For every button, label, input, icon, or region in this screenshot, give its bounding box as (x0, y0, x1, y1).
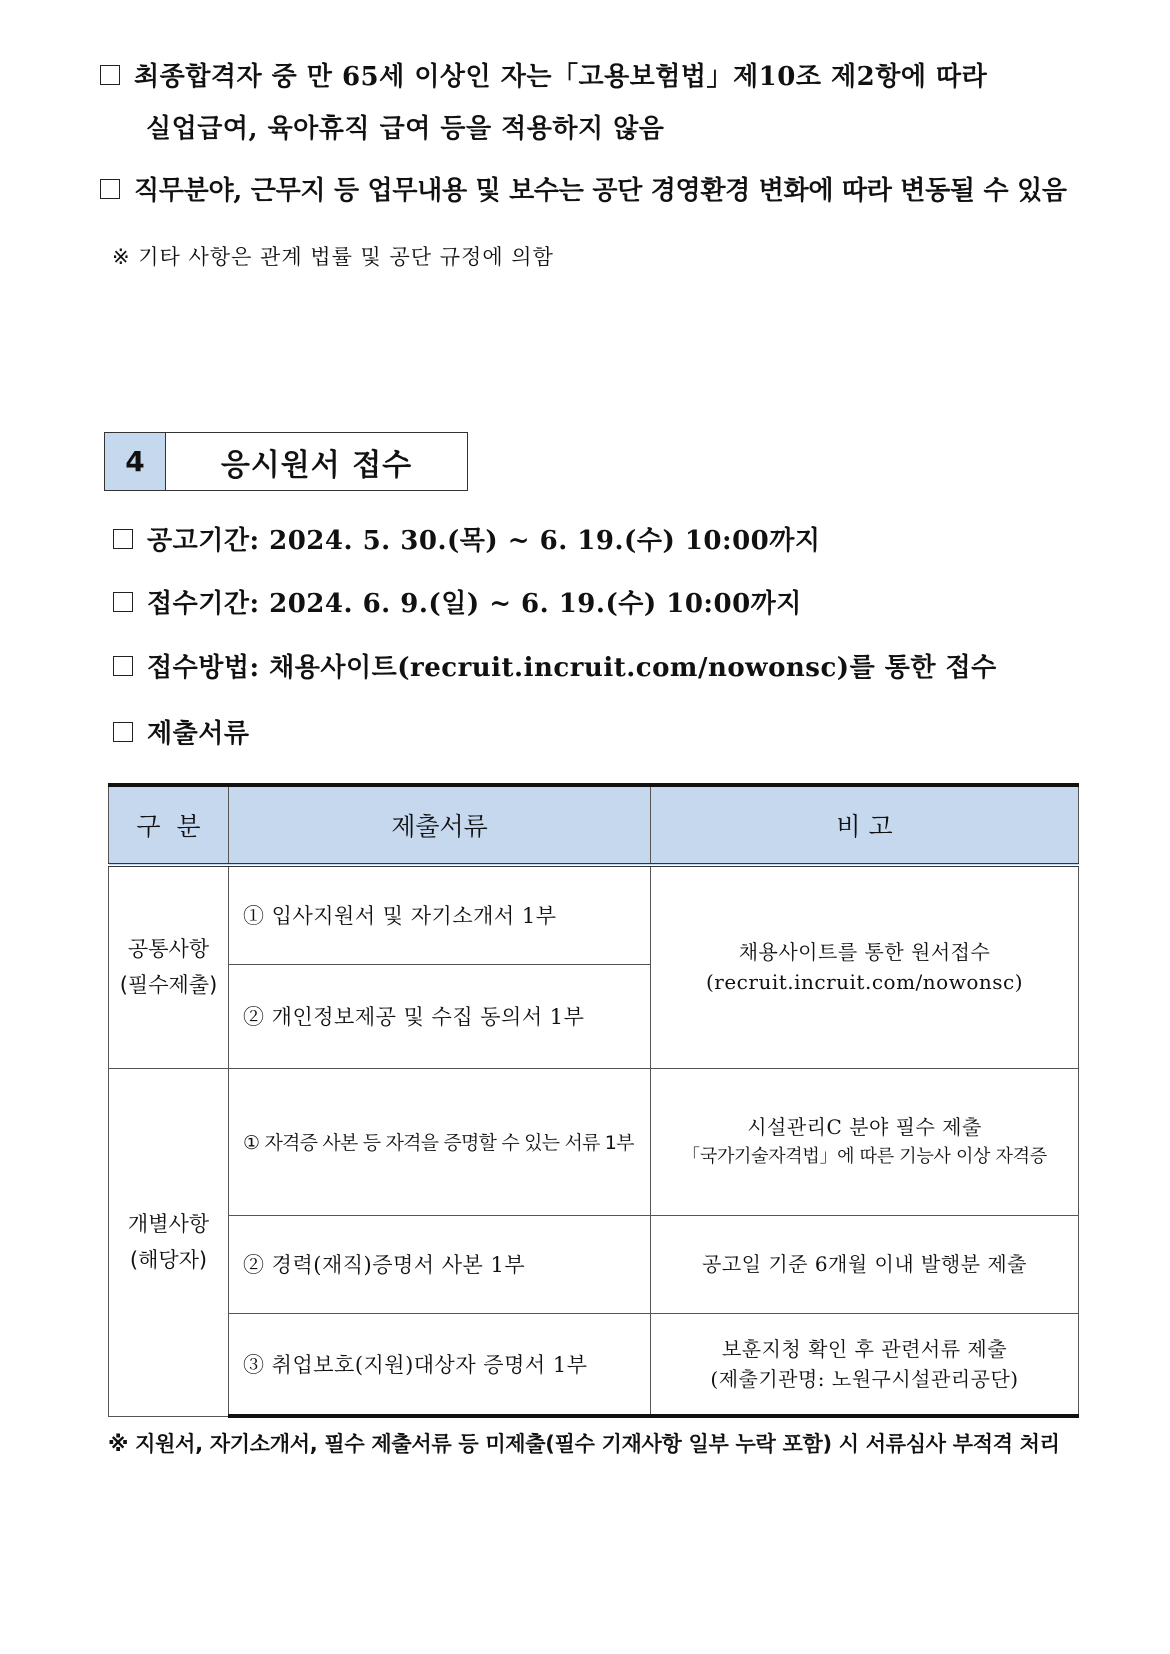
remark-line: 채용사이트를 통한 원서접수 (738, 940, 991, 965)
checkbox-square-icon (113, 592, 133, 612)
category-individual (109, 1068, 229, 1416)
document-cell: ② 개인정보제공 및 수집 동의서 1부 (229, 964, 651, 1068)
header-documents: 제출서류 (229, 785, 651, 865)
table-header-row (109, 785, 1079, 865)
remark-cell (651, 1313, 1079, 1416)
remark-cell (651, 1215, 1079, 1313)
header-remarks: 비 고 (651, 785, 1079, 865)
checkbox-square-icon (113, 722, 133, 742)
document-cell: ① 자격증 사본 등 자격을 증명할 수 있는 서류 1부 (229, 1068, 651, 1215)
item-required-documents (113, 713, 249, 750)
remark-line: (제출기관명: 노원구시설관리공단) (710, 1366, 1019, 1391)
remark-line: 「국가기술자격법」에 따른 기능사 이상 자격증 (682, 1145, 1047, 1167)
item-text: 공고기간: 2024. 5. 30.(목) ~ 6. 19.(수) 10:00까지 (147, 526, 821, 556)
category-common (109, 865, 229, 1068)
item-text: 제출서류 (147, 719, 250, 749)
checkbox-square-icon (100, 65, 120, 85)
document-cell: ② 경력(재직)증명서 사본 1부 (229, 1215, 651, 1313)
item-announcement-period (113, 520, 821, 557)
document-cell: ① 입사지원서 및 자기소개서 1부 (229, 865, 651, 964)
bullet-text: 직무분야, 근무지 등 업무내용 및 보수는 공단 경영환경 변화에 따라 변동될 수 있음 (134, 176, 1067, 206)
table-row (109, 1215, 1079, 1313)
bullet-continuation: 실업급여, 육아휴직 급여 등을 적용하지 않음 (146, 114, 665, 144)
remark-line: (recruit.incruit.com/nowonsc) (705, 970, 1024, 995)
table-row (109, 1068, 1079, 1215)
item-text: 접수기간: 2024. 6. 9.(일) ~ 6. 19.(수) 10:00까지 (147, 589, 802, 619)
remark-line: 시설관리C 분야 필수 제출 (747, 1114, 982, 1139)
documents-table (108, 783, 1079, 1418)
section-header (104, 432, 468, 491)
bullet-item-age-limit (100, 56, 987, 93)
section-number: 4 (105, 433, 166, 490)
category-sublabel: (필수제출) (119, 973, 218, 998)
document-cell: ③ 취업보호(지원)대상자 증명서 1부 (229, 1313, 651, 1416)
checkbox-square-icon (113, 656, 133, 676)
checkbox-square-icon (113, 529, 133, 549)
category-sublabel: (해당자) (129, 1248, 208, 1272)
category-label: 개별사항 (127, 1212, 210, 1236)
checkbox-square-icon (100, 179, 120, 199)
footnote-disqualification: ※ 지원서, 자기소개서, 필수 제출서류 등 미제출(필수 기재사항 일부 누락 포함) 시 서류심사 부적격 처리 (108, 1432, 1060, 1456)
table-row (109, 1313, 1079, 1416)
table-row (109, 865, 1079, 964)
category-label: 공통사항 (127, 937, 210, 962)
remark-line: 공고일 기준 6개월 이내 발행분 제출 (702, 1252, 1027, 1276)
bullet-text: 최종합격자 중 만 65세 이상인 자는「고용보험법」제10조 제2항에 따라 (134, 62, 988, 92)
bullet-item-job-change (100, 170, 1067, 207)
remark-cell (651, 865, 1079, 1068)
remark-line: 보훈지청 확인 후 관련서류 제출 (721, 1336, 1008, 1361)
item-application-method (113, 647, 997, 684)
item-application-period (113, 583, 802, 620)
item-text: 접수방법: 채용사이트(recruit.incruit.com/nowonsc)를 통한 접수 (147, 653, 997, 683)
remark-cell (651, 1068, 1079, 1215)
header-category: 구 분 (109, 785, 229, 865)
top-note: ※ 기타 사항은 관계 법률 및 공단 규정에 의함 (112, 245, 554, 269)
section-title: 응시원서 접수 (220, 447, 413, 483)
